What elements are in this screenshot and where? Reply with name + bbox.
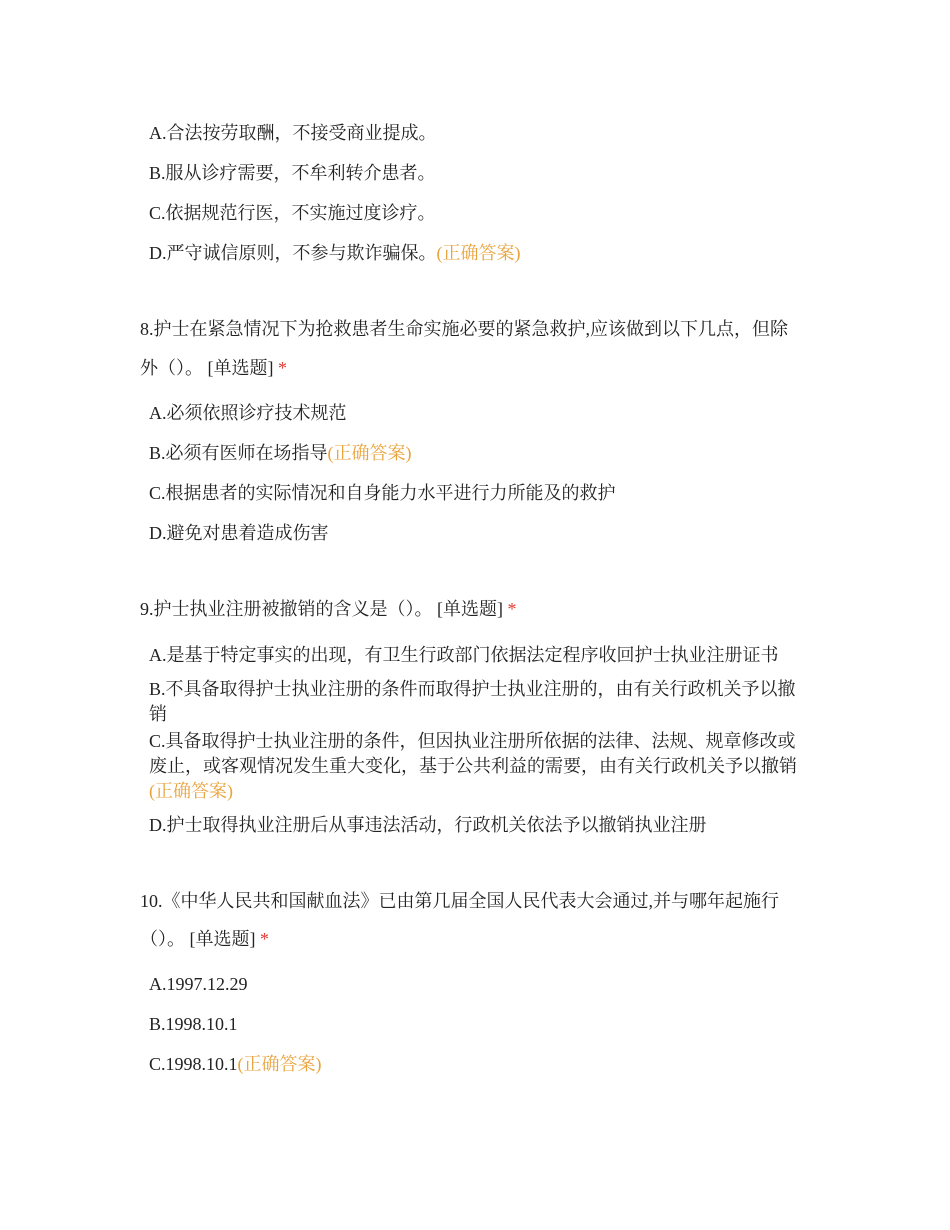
required-mark: * [278, 358, 287, 378]
correct-answer-tag: (正确答案) [149, 781, 233, 801]
option-label: A.是基于特定事实的出现，有卫生行政部门依据法定程序收回护士执业注册证书 [149, 645, 779, 665]
question-text: 9.护士执业注册被撤销的含义是（）。 [单选题] [140, 599, 503, 619]
option-10b[interactable] [149, 1012, 238, 1037]
option-8c[interactable] [149, 481, 616, 506]
option-label: A.1997.12.29 [149, 974, 248, 994]
option-7a[interactable] [149, 121, 437, 146]
option-8b[interactable] [149, 441, 412, 466]
question-title: 8.护士在紧急情况下为抢救患者生命实施必要的紧急救护,应该做到以下几点，但除 [140, 319, 788, 339]
option-label: B.不具备取得护士执业注册的条件而取得护士执业注册的，由有关行政机关予以撤销 [149, 679, 796, 724]
option-label: C.1998.10.1 [149, 1054, 238, 1074]
option-label: D.护士取得执业注册后从事违法活动，行政机关依法予以撤销执业注册 [149, 815, 707, 835]
option-label: D.严守诚信原则，不参与欺诈骗保。 [149, 243, 437, 263]
option-label: B.服从诊疗需要，不牟利转介患者。 [149, 163, 436, 183]
option-10c[interactable] [149, 1052, 322, 1077]
option-label: B.1998.10.1 [149, 1014, 238, 1034]
option-10a[interactable] [149, 972, 248, 997]
option-8a[interactable] [149, 401, 347, 426]
option-label: D.避免对患着造成伤害 [149, 523, 329, 543]
correct-answer-tag: (正确答案) [327, 443, 412, 463]
option-label: B.必须有医师在场指导 [149, 443, 328, 463]
required-mark: * [260, 929, 269, 949]
question-type: （）。 [单选题] [140, 929, 256, 949]
option-7d[interactable] [149, 241, 521, 266]
question-title-cont [140, 356, 287, 381]
correct-answer-tag: (正确答案) [237, 1054, 322, 1074]
option-9b[interactable] [149, 677, 809, 727]
option-9d[interactable] [149, 813, 707, 838]
option-8d[interactable] [149, 521, 329, 546]
option-label: C.根据患者的实际情况和自身能力水平进行力所能及的救护 [149, 483, 616, 503]
question-title [140, 597, 517, 622]
option-9c[interactable] [149, 729, 809, 804]
correct-answer-tag: (正确答案) [436, 243, 521, 263]
option-label: A.合法按劳取酬，不接受商业提成。 [149, 123, 437, 143]
question-title: 10.《中华人民共和国献血法》已由第几届全国人民代表大会通过,并与哪年起施行 [140, 891, 779, 911]
option-7b[interactable] [149, 161, 436, 186]
question-title-cont [140, 927, 269, 952]
option-9a[interactable] [149, 643, 779, 668]
question-type: 外（）。 [单选题] [140, 358, 274, 378]
option-label: C.具备取得护士执业注册的条件，但因执业注册所依据的法律、法规、规章修改或废止，或客观情况发生重大变化，基于公共利益的需要，由有关行政机关予以撤销 [149, 731, 797, 776]
option-label: A.必须依照诊疗技术规范 [149, 403, 347, 423]
option-label: C.依据规范行医，不实施过度诊疗。 [149, 203, 436, 223]
option-7c[interactable] [149, 201, 436, 226]
required-mark: * [507, 599, 517, 619]
